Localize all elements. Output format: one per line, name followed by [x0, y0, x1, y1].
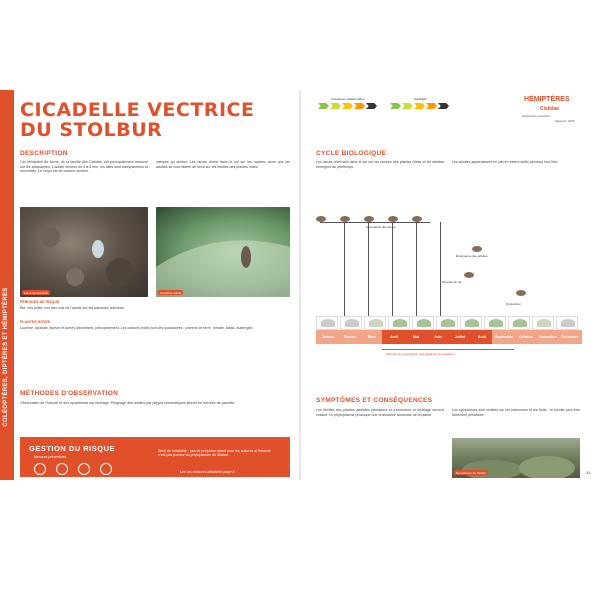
cycle-text-col1: Les larves hivernent dans le sol sur les racines des plantes hôtes et les adultes émergent au printemps. [316, 160, 444, 169]
nuisibility-seg-4 [426, 103, 437, 109]
cycle-heading: CYCLE BIOLOGIQUE [316, 150, 387, 157]
month-sep: Septembre [492, 330, 516, 344]
frequency-seg-4 [354, 103, 365, 109]
month-oct: Octobre [514, 330, 538, 344]
plant-tuft-2 [345, 319, 359, 327]
larva-illustration [20, 207, 148, 297]
cycle-line-hiver [320, 222, 430, 223]
plant-box-9 [508, 316, 530, 330]
cycle-v-3 [392, 222, 393, 316]
gestion-title: GESTION DU RISQUE [29, 444, 116, 453]
plant-tuft-9 [513, 319, 527, 327]
methods-text: Observation de l'insecte et des symptômes sur feuillage. Piégeage des adultes par pièges chromatiques jaunes en bordure de parcelle. [20, 401, 236, 405]
prevention-icon-3 [78, 463, 90, 475]
stage-bug-7 [464, 272, 474, 278]
month-nov: Novembre [536, 330, 560, 344]
cycle-label-2: Période de vol [442, 280, 462, 284]
gestion-subtitle: Mesures préventives [34, 455, 67, 459]
plant-box-6 [436, 316, 458, 330]
latin-author: Signoret, 1865 [555, 119, 575, 123]
gestion-threshold-note: Seuil de nuisibilité : pas de préjudice direct pour les cultures si l'insecte n'est pas porteur du phytoplasme du Stolbur. [158, 449, 271, 458]
plant-tuft-3 [369, 319, 383, 327]
description-col1: Cet hémiptère de forme, de la famille des Cixiidés, est principalement retrouvé sur les solanacées. L'adulte mesure de 4 à 5 mm, les ailes sont transparentes et nervurées. Le corps est de couleur sombre. [20, 160, 148, 174]
plant-tuft-8 [489, 319, 503, 327]
plant-tuft-7 [465, 319, 479, 327]
larva-photo [20, 207, 148, 297]
plant-box-5 [412, 316, 434, 330]
month-apr: Avril [382, 330, 406, 344]
frequency-seg-3 [342, 103, 353, 109]
cycle-label-1: Émergence des adultes [456, 254, 488, 258]
cycle-v-4 [416, 222, 417, 316]
cycle-diagram [316, 202, 580, 382]
symptoms-photo-caption: Symptômes de Stolbur [456, 470, 487, 475]
page-title [20, 100, 254, 140]
risk-heading-1: PÉRIODES DE RISQUE [20, 300, 60, 304]
plant-tuft-4 [393, 319, 407, 327]
nuisibility-seg-3 [414, 103, 425, 109]
cycle-label-0: Hivernation des larves [366, 225, 396, 229]
cycle-v-5 [440, 222, 441, 316]
month-aug: Août [470, 330, 494, 344]
cycle-v-1 [344, 222, 345, 316]
month-jan: Janvier [316, 330, 340, 344]
risk-text-1: Été, dès juillet, lors des vols de l'adulte sur les parcelles cultivées. [20, 306, 125, 310]
latin-name: Hyalesthes obsoletus [522, 114, 551, 118]
transmission-timeline [382, 349, 514, 350]
photo-caption-right: Cicadelle adulte [160, 290, 182, 295]
adult-illustration [156, 207, 290, 297]
family-label: Cixiidae [540, 106, 560, 112]
month-jul: Juillet [448, 330, 472, 344]
prevention-icon-1 [34, 463, 46, 475]
gestion-box [20, 437, 290, 477]
side-tab-label: COLÉOPTÈRES, DIPTÈRES ET HÉMIPTÈRES [3, 287, 9, 427]
side-tab [0, 90, 14, 480]
frequency-label: Fréquence d'observation [331, 97, 365, 101]
plant-tuft-11 [561, 319, 575, 327]
month-dec: Décembre [558, 330, 582, 344]
plant-box-8 [484, 316, 506, 330]
plant-tuft-10 [537, 319, 551, 327]
cycle-v-2 [368, 222, 369, 316]
risk-heading-2: PLANTES HÔTES [20, 320, 51, 324]
plant-box-3 [364, 316, 386, 330]
photo-caption-left: Larve de cicadelle [24, 290, 49, 295]
plant-box-7 [460, 316, 482, 330]
frequency-bar [318, 103, 378, 109]
symptoms-col1: Les feuilles des plantes atteintes jaunissent et s'enroulent, le feuillage devient violacé. Le phytoplasme provoque une croissance anormale de la plante. [316, 408, 444, 417]
plant-box-11 [556, 316, 578, 330]
prevention-icon-2 [56, 463, 68, 475]
nuisibility-bar [390, 103, 450, 109]
plant-box-10 [532, 316, 554, 330]
spine-divider [299, 90, 301, 480]
cycle-label-3: Oviposition [506, 302, 521, 306]
symptoms-heading: SYMPTÔMES ET CONSÉQUENCES [316, 397, 433, 404]
cycle-text-col2: Les adultes apparaissent en juin et restent actifs pendant tout l'été. [452, 160, 559, 164]
nuisibility-label: Nuisibilité [413, 97, 427, 101]
description-col2: vampire au stolbur. Les larves vivent dans le sol sur les racines, alors que les adultes se nourrissent de sève sur les feuilles des plantes hôtes. [156, 160, 290, 169]
stage-bug-8 [516, 290, 526, 296]
month-mar: Mars [360, 330, 384, 344]
title-line-2: DU STOLBUR [20, 119, 163, 141]
frequency-seg-1 [318, 103, 329, 109]
plant-box-1 [316, 316, 338, 330]
month-feb: Février [338, 330, 362, 344]
nuisibility-seg-2 [402, 103, 413, 109]
nuisibility-seg-1 [390, 103, 401, 109]
title-line-1: CICADELLE VECTRICE [20, 99, 255, 121]
prevention-icon-4 [100, 463, 112, 475]
frequency-seg-5 [366, 103, 377, 109]
risk-text-2: Luzerne, lavande, liseron et autres adventices, principalement. Les cultures hôtes sont les solanacées : pomme de terre, tomate, tabac, aubergine. [20, 326, 254, 330]
gestion-link[interactable]: Lire les mesures détaillées page 8 [180, 470, 235, 474]
plant-tuft-5 [417, 319, 431, 327]
nuisibility-seg-5 [438, 103, 449, 109]
page-number-right: 23 [586, 470, 591, 475]
month-may: Mai [404, 330, 428, 344]
plant-box-2 [340, 316, 362, 330]
plant-tuft-1 [321, 319, 335, 327]
symptoms-col2: Les symptômes sont visibles sur les tubercules et les fruits ; la récolte peut être fortement pénalisée. [452, 408, 580, 417]
plant-box-4 [388, 316, 410, 330]
page-number-left: 22 [5, 470, 10, 475]
order-label: HÉMIPTÈRES [524, 96, 570, 103]
adult-photo [156, 207, 290, 297]
transmission-note: Période de transmission potentielle du phytoplasme [386, 352, 455, 356]
plant-tuft-6 [441, 319, 455, 327]
frequency-seg-2 [330, 103, 341, 109]
stage-bug-6 [472, 246, 482, 252]
description-heading: DESCRIPTION [20, 150, 68, 157]
month-jun: Juin [426, 330, 450, 344]
methods-heading: MÉTHODES D'OBSERVATION [20, 390, 119, 397]
